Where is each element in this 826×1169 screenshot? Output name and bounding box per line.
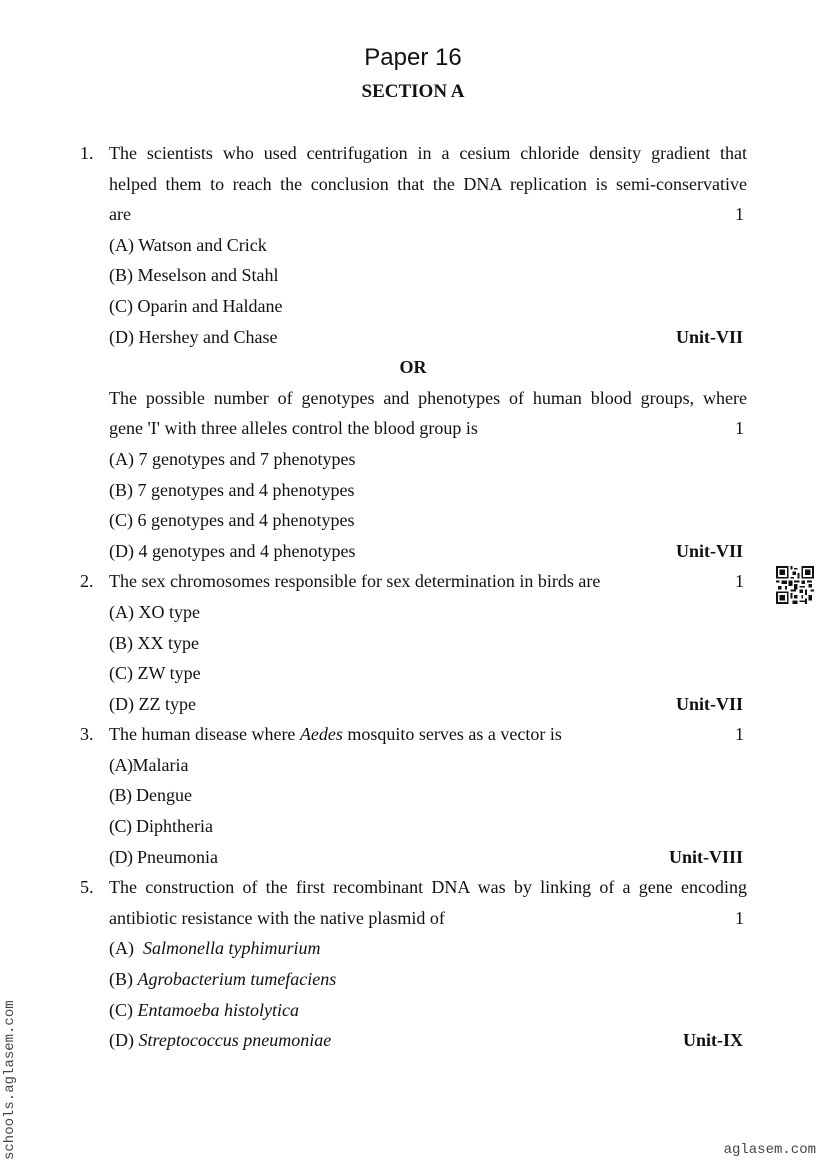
option-label: (A) [109,448,134,469]
option-text: 7 genotypes and 7 phenotypes [138,448,356,469]
question-5-line [0,872,826,903]
option-label: (D) [109,540,134,561]
marks: 1 [735,724,744,745]
section-title: SECTION A [361,81,465,102]
unit-label: Unit-VIII [668,846,743,867]
question-text: The construction of the first recombinant DNA was by linking of a gene encoding [109,877,747,898]
question-list [0,138,826,1056]
option-label: (D) [109,326,134,347]
option [0,811,826,842]
option-text: Dengue [136,785,192,806]
unit-label: Unit-IX [682,1030,743,1051]
option-text: Streptococcus pneumoniae [138,1030,332,1051]
option [0,322,826,353]
option [0,964,826,995]
question-text: The possible number of genotypes and phenotypes of human blood groups, where [109,387,747,408]
option-text: Hershey and Chase [138,326,278,347]
option-label: (B) [109,785,132,806]
marks: 1 [735,571,744,592]
marks: 1 [735,418,744,439]
option-label: (B) [109,479,133,500]
question-text: The sex chromosomes responsible for sex determination in birds are [109,571,601,592]
option-text: Malaria [132,754,189,775]
option-label: (C) [109,295,133,316]
qr-code-icon[interactable] [775,566,815,604]
question-text-part: The human disease where [109,724,300,745]
question-number: 1. [80,143,94,163]
option [0,842,826,873]
question-1-line [0,199,826,230]
option-text: ZZ type [138,693,196,714]
option [0,444,826,475]
unit-label: Unit-VII [675,693,743,714]
or-separator: OR [399,357,427,378]
option-label: (D) [109,693,134,714]
option-label: (B) [109,265,133,286]
option-text: ZW type [137,663,201,684]
option-text: XO type [138,601,200,622]
option-label: (A) [109,234,134,255]
unit-label: Unit-VII [675,326,743,347]
question-1-line [0,169,826,200]
question-5-line [0,903,826,934]
question-number: 5. [80,877,94,898]
option [0,291,826,322]
option-text: 4 genotypes and 4 phenotypes [138,540,356,561]
option [0,260,826,291]
side-watermark: schools.aglasem.com [2,1000,18,1160]
option [0,628,826,659]
option-text: XX type [137,632,199,653]
option-label: (C) [109,816,132,837]
footer-watermark[interactable]: aglasem.com [723,1142,816,1158]
option-label: (D) [109,1030,134,1051]
unit-label: Unit-VII [675,540,743,561]
option [0,933,826,964]
question-text: are [109,204,131,225]
option-text: Agrobacterium tumefaciens [137,969,337,990]
option-text: Diphtheria [136,816,213,837]
option [0,505,826,536]
option [0,780,826,811]
option-label: (A) [109,601,134,622]
question-text-part: mosquito serves as a vector is [342,724,562,745]
paper-title: Paper 16 [364,44,462,71]
option [0,995,826,1026]
option [0,1025,826,1056]
question-text: helped them to reach the conclusion that the DNA replication is semi-conservative [109,173,747,194]
question-text: antibiotic resistance with the native plasmid of [109,907,445,928]
option-text: 7 genotypes and 4 phenotypes [137,479,355,500]
option-text: Watson and Crick [138,234,267,255]
option-label: (A) [109,938,134,959]
option [0,475,826,506]
option-label: (B) [109,969,133,990]
option-text: Salmonella typhimurium [143,938,321,959]
option-label: (C) [109,663,133,684]
option [0,689,826,720]
marks: 1 [735,907,744,928]
option-label: (C) [109,510,133,531]
alt-question-line [0,413,826,444]
italic-term: Aedes [299,724,343,745]
question-3-line [0,719,826,750]
alt-question-line [0,383,826,414]
option-label: (A) [109,754,133,775]
option-text: 6 genotypes and 4 phenotypes [137,510,355,531]
option-text: Entamoeba histolytica [137,999,299,1020]
option-text: Pneumonia [137,846,218,867]
option [0,536,826,567]
option [0,230,826,261]
question-text: The scientists who used centrifugation in a cesium chloride density gradient that [109,143,747,163]
question-text: gene 'I' with three alleles control the blood group is [109,418,478,439]
question-number: 2. [80,571,94,592]
option-text: Meselson and Stahl [137,265,279,286]
option [0,750,826,781]
or-separator-line [0,352,826,383]
option-label: (C) [109,999,133,1020]
question-2-line [0,566,826,597]
question-number: 3. [80,724,94,745]
option-text: Oparin and Haldane [137,295,283,316]
question-text [109,719,562,750]
question-1-line [0,138,826,169]
option [0,658,826,689]
marks: 1 [735,204,744,225]
option [0,597,826,628]
option-label: (D) [109,846,133,867]
option-label: (B) [109,632,133,653]
